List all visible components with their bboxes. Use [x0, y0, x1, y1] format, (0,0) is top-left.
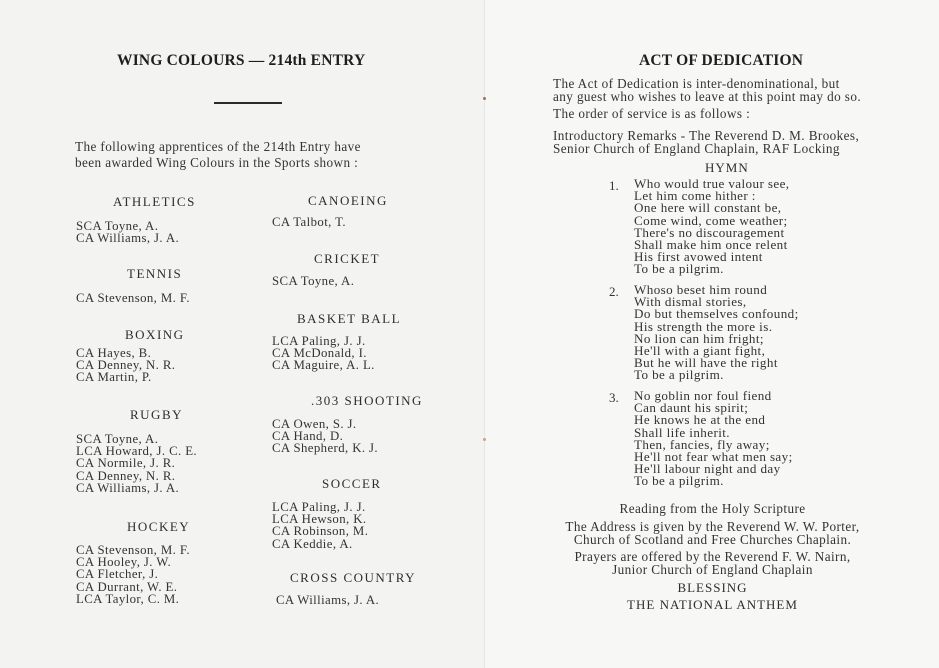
names-basket-ball [272, 335, 375, 372]
name-entry: CA Hand, D. [272, 429, 344, 444]
name-entry: LCA Paling, J. J. [272, 334, 366, 348]
title-divider [214, 102, 282, 104]
verse-line: Who would true valour see, [634, 176, 790, 191]
verse-line: He'll labour night and day [634, 461, 781, 477]
verse-line: No lion can him fright; [634, 330, 764, 346]
intro-paragraph-line-1: The Act of Dedication is inter-denominational, but [553, 76, 840, 91]
name-entry: CA McDonald, I. [272, 346, 367, 361]
name-entry: CA Durrant, W. E. [76, 579, 178, 594]
verse-line: His strength the more is. [634, 318, 773, 334]
verse-line: His first avowed intent [634, 249, 763, 265]
prayers-line-1: Prayers are offered by the Reverend F. W. Nairn, [574, 549, 851, 564]
names-tennis [76, 292, 190, 304]
name-entry: CA Denney, N. R. [76, 468, 176, 483]
sport-heading-shooting: .303 SHOOTING [311, 393, 423, 408]
verse-line: With dismal stories, [634, 294, 747, 310]
name-entry: CA Fletcher, J. [76, 567, 159, 582]
introductory-remarks-line-2: Senior Church of England Chaplain, RAF Locking [553, 141, 840, 156]
prayers-line-2: Junior Church of England Chaplain [612, 562, 813, 577]
name-entry: LCA Hewson, K. [272, 512, 367, 527]
verse-line: He'll with a giant fight, [634, 343, 766, 359]
verse-line: Shall make him once relent [634, 237, 788, 253]
hymn-verse-3 [634, 390, 793, 488]
intro-line-2: been awarded Wing Colours in the Sports shown : [75, 155, 359, 170]
name-entry: CA Hooley, J. W. [76, 555, 172, 570]
hymn-verse-2 [634, 284, 799, 382]
right-page [484, 0, 939, 668]
name-entry: CA Keddie, A. [272, 536, 353, 551]
hymn-verse-1 [634, 178, 789, 276]
order-of-service: The order of service is as follows : [553, 106, 751, 121]
introductory-remarks-line-1: Introductory Remarks - The Reverend D. M. Brookes, [553, 128, 860, 143]
name-entry: LCA Taylor, C. M. [76, 591, 180, 606]
names-cross-country [276, 594, 379, 606]
names-boxing [76, 347, 175, 384]
name-entry: CA Owen, S. J. [272, 417, 357, 431]
name-entry: LCA Howard, J. C. E. [76, 444, 198, 459]
blessing-line: BLESSING [677, 580, 748, 595]
verse-line: Then, fancies, fly away; [634, 436, 770, 452]
names-athletics [76, 220, 179, 244]
reading-line: Reading from the Holy Scripture [619, 501, 806, 516]
verse-line: Whoso beset him round [634, 282, 768, 297]
intro-line-1: The following apprentices of the 214th Entry have [75, 139, 361, 154]
names-canoeing [272, 216, 346, 228]
verse-number: 3. [609, 390, 619, 405]
names-rugby [76, 433, 197, 494]
intro-paragraph-line-2: any guest who wishes to leave at this point may do so. [553, 89, 862, 104]
names-hockey [76, 544, 190, 605]
name-entry: CA Denney, N. R. [76, 358, 176, 373]
name-entry: CA Talbot, T. [272, 215, 346, 229]
name-entry: CA Shepherd, K. J. [272, 441, 379, 456]
name-entry: CA Williams, J. A. [276, 593, 380, 607]
address-line-2: Church of Scotland and Free Churches Chaplain. [573, 532, 852, 547]
sport-heading-athletics: ATHLETICS [113, 194, 196, 209]
address-line-1: The Address is given by the Reverend W. W. Porter, [565, 519, 860, 534]
verse-line: One here will constant be, [634, 200, 782, 216]
name-entry: SCA Toyne, A. [272, 274, 355, 288]
name-entry: SCA Toyne, A. [76, 219, 159, 233]
name-entry: CA Williams, J. A. [76, 480, 180, 495]
sport-heading-soccer: SOCCER [322, 476, 382, 491]
verse-number: 1. [609, 178, 619, 193]
name-entry: CA Maguire, A. L. [272, 358, 375, 373]
name-entry: CA Williams, J. A. [76, 231, 180, 246]
verse-line: To be a pilgrim. [634, 261, 724, 277]
sport-heading-rugby: RUGBY [130, 407, 184, 422]
verse-line: He'll not fear what men say; [634, 449, 793, 465]
wing-colours-title: WING COLOURS — 214th ENTRY [117, 52, 366, 69]
verse-line: Shall life inherit. [634, 424, 730, 440]
sport-heading-basket-ball: BASKET BALL [297, 311, 402, 326]
sport-heading-tennis: TENNIS [127, 266, 183, 281]
sport-heading-boxing: BOXING [125, 327, 185, 342]
verse-line: Let him come hither : [634, 188, 756, 204]
name-entry: CA Stevenson, M. F. [76, 291, 190, 305]
staple-mark [483, 97, 486, 100]
names-shooting [272, 418, 378, 455]
dedication-title: ACT OF DEDICATION [639, 52, 804, 69]
name-entry: CA Martin, P. [76, 370, 152, 385]
national-anthem-line: THE NATIONAL ANTHEM [627, 597, 798, 612]
name-entry: CA Normile, J. R. [76, 456, 176, 471]
name-entry: SCA Toyne, A. [76, 432, 159, 446]
hymn-heading: HYMN [705, 160, 749, 175]
name-entry: CA Robinson, M. [272, 524, 369, 539]
sport-heading-cross-country: CROSS COUNTRY [290, 570, 417, 585]
verse-line: Come wind, come weather; [634, 212, 788, 228]
name-entry: CA Hayes, B. [76, 346, 152, 360]
verse-line: Can daunt his spirit; [634, 400, 749, 416]
names-cricket [272, 275, 354, 287]
staple-mark [483, 438, 486, 441]
verse-line: No goblin nor foul fiend [634, 388, 772, 403]
verse-line: But he will have the right [634, 355, 778, 371]
names-soccer [272, 501, 368, 550]
verse-line: He knows he at the end [634, 412, 766, 428]
verse-line: Do but themselves confound; [634, 306, 799, 322]
verse-line: There's no discouragement [634, 224, 785, 240]
verse-line: To be a pilgrim. [634, 473, 724, 489]
verse-number: 2. [609, 284, 619, 299]
verse-line: To be a pilgrim. [634, 367, 724, 383]
sport-heading-canoeing: CANOEING [308, 193, 388, 208]
sport-heading-cricket: CRICKET [314, 251, 381, 266]
name-entry: CA Stevenson, M. F. [76, 543, 190, 557]
sport-heading-hockey: HOCKEY [127, 519, 191, 534]
name-entry: LCA Paling, J. J. [272, 500, 366, 514]
